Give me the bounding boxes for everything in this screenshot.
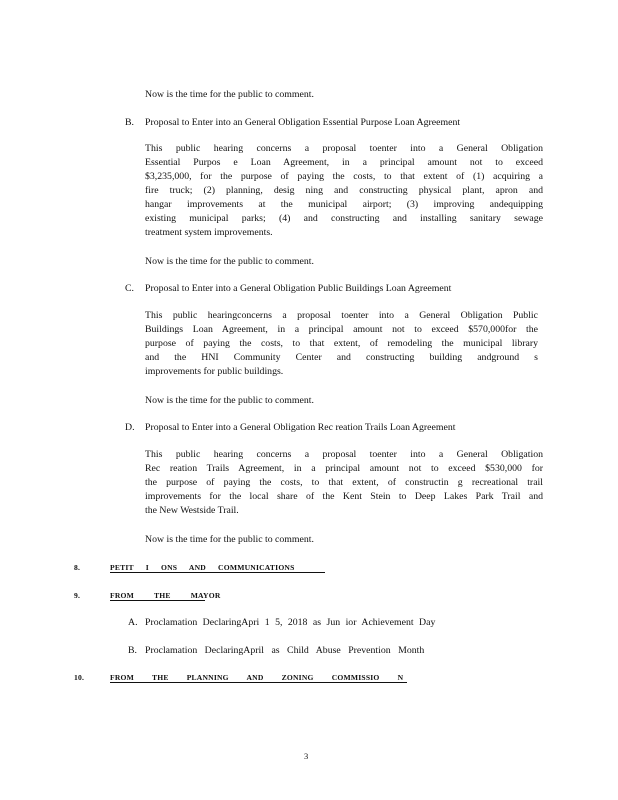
mayor-item-letter: B.: [128, 645, 137, 656]
mayor-item-text: Proclamation DeclaringApri 1 5, 2018 as Jun ior Achievement Day: [145, 617, 436, 628]
item-letter: C.: [125, 283, 134, 294]
paragraph-line: Rec reation Trails Agreement, in a principal amount not to exceed $530,000 for: [145, 463, 543, 474]
section-number: 9.: [74, 591, 81, 600]
item-heading: Proposal to Enter into a General Obligation Rec reation Trails Loan Agreement: [145, 422, 456, 433]
comment-text: Now is the time for the public to comment.: [145, 89, 314, 100]
section-title: FROM THE PLANNING AND ZONING COMMISSIO N: [110, 673, 404, 682]
paragraph-line: improvements for public buildings.: [145, 366, 284, 377]
paragraph-line: This public hearing concerns a proposal toenter into a General Obligation: [145, 449, 543, 460]
paragraph-line: fire truck; (2) planning, desig ning and constructing physical plant, apron and: [145, 185, 543, 196]
mayor-item-letter: A.: [128, 617, 138, 628]
item-letter: D.: [125, 422, 135, 433]
item-paragraph: [145, 142, 543, 240]
section-underline: [110, 572, 325, 573]
paragraph-line: Buildings Loan Agreement, in a principal amount not to exceed $570,000for the: [145, 324, 538, 335]
section-title: PETIT I ONS AND COMMUNICATIONS: [110, 563, 295, 572]
paragraph-line: treatment system improvements.: [145, 227, 273, 238]
paragraph-line: Essential Purpos e Loan Agreement, in a principal amount not to exceed: [145, 157, 543, 168]
item-heading: Proposal to Enter into a General Obligation Public Buildings Loan Agreement: [145, 283, 452, 294]
paragraph-line: and the HNI Community Center and constructing building andground s: [145, 352, 538, 363]
comment-text: Now is the time for the public to comment.: [145, 256, 314, 267]
mayor-item-text: Proclamation DeclaringApril as Child Abuse Prevention Month: [145, 645, 425, 656]
comment-text: Now is the time for the public to comment.: [145, 395, 314, 406]
item-letter: B.: [125, 117, 134, 128]
paragraph-line: hangar improvements at the municipal airport; (3) improving andequipping: [145, 199, 543, 210]
paragraph-line: improvements for the local share of the Kent Stein to Deep Lakes Park Trail and: [145, 491, 543, 502]
paragraph-line: existing municipal parks; (4) and constructing and installing sanitary sewage: [145, 213, 543, 224]
item-heading: Proposal to Enter into an General Obligation Essential Purpose Loan Agreement: [145, 117, 461, 128]
page-number: 3: [304, 751, 309, 761]
section-underline: [110, 682, 407, 683]
section-underline: [110, 600, 205, 601]
comment-text: Now is the time for the public to comment.: [145, 534, 314, 545]
item-paragraph: [145, 309, 538, 379]
section-title: FROM THE MAYOR: [110, 591, 221, 600]
section-number: 8.: [74, 563, 81, 572]
paragraph-line: This public hearingconcerns a proposal toenter into a General Obligation Public: [145, 310, 538, 321]
paragraph-line: the New Westside Trail.: [145, 505, 239, 516]
paragraph-line: the purpose of paying the costs, to that extent, of constructin g recreational trail: [145, 477, 543, 488]
paragraph-line: $3,235,000, for the purpose of paying the costs, to that extent of (1) acquiring a: [145, 171, 543, 182]
paragraph-line: This public hearing concerns a proposal toenter into a General Obligation: [145, 143, 543, 154]
item-paragraph: [145, 448, 543, 518]
section-number: 10.: [74, 673, 85, 682]
paragraph-line: purpose of paying the costs, to that extent, of remodeling the municipal library: [145, 338, 538, 349]
